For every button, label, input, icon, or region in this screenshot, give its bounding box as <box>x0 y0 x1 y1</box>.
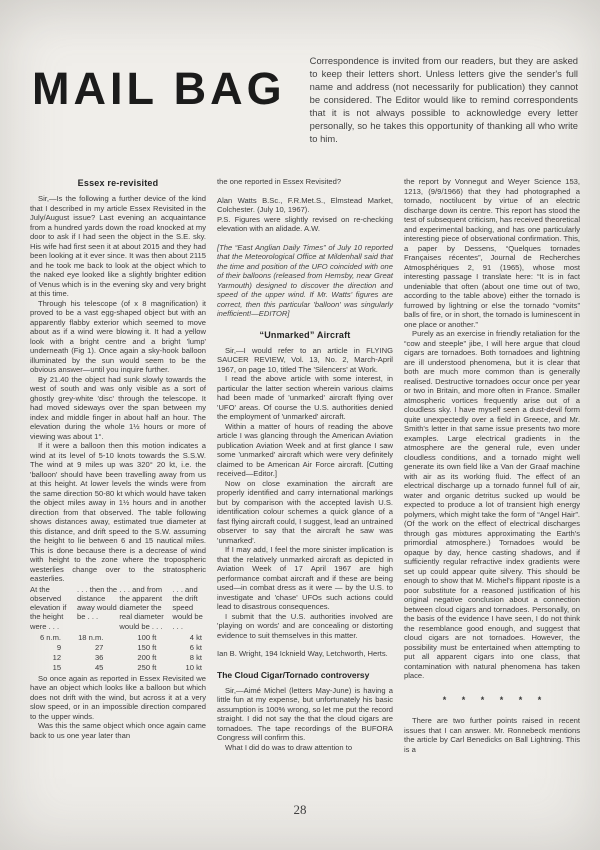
paragraph: By 21.40 the object had sunk slowly towards the west of south and was only visible as a sort of ghostly grey-white 'disc' through the telescope. It had moved sideways over the span between my index and middle finger in about half an hour. The elevation during the whole 1½ hours or more of viewing was about 1°. <box>30 374 206 441</box>
paragraph: I submit that the U.S. authorities involved are 'playing on words' and are concealing or distorting evidence to suit themselves in this matter. <box>217 611 393 640</box>
column-1 <box>30 177 206 754</box>
paragraph: What I did do was to draw attention to <box>225 742 353 752</box>
letter-heading-essex: Essex re-revisited <box>77 178 159 188</box>
observation-table <box>30 585 206 673</box>
paragraph: Sir,—Aimé Michel (letters May-June) is having a little fun at my expense, but unfortunately his basic assumption is 100% wrong, so let me put the record straight. I did not say the that the cloud cigars are tornadoes. The tape recordings of the BUFORA Congress will confirm this. <box>217 685 393 742</box>
table-cell: 6 n.m. <box>39 632 62 642</box>
paragraph: Purely as an exercise in friendly retaliation for the “cow and steeple” jibe, I will here argue that cloud cigars are tornadoes. Both tornadoes and lightning are ill understood phenomena, but it is clear that both are much more common than is generally realised. Destructive tornadoes occur once per year or two in Britain, and more often in France. Smaller atmospheric vortices frequently arise out of a cloudless sky. I have myself seen a dust-devil form quite unexpectedly over a field in Greece, and Mr. Smith's letter in that same issue presents two more examples. Large electrical gradients in the atmosphere are the general rule, even under cloudless conditions, and a tornado might well generate its own field like a Van der Graaf machine with air as its working fluid. The effect of an electrical discharge up a tornado funnel full of air, water and organic detritus sucked up would be expected to produce a lot of transient high energy polymers, which might take the form of “Angel Hair”. (Of the work on the effect of electrical discharges through gas mixtures approximating the Earth's primordial atmosphere.) Tornadoes would be opaque by day, hence casting shadows, and if sufficiently regular refractive index gradients were set up could appear quite silvery. This should be enough to show that M. Michel's flippant riposte is a poor substitute for a reasoned justification of his original negative conclusion about a connection between cloud cigars and tornadoes. Personally, on the basis of the evidence I have seen, I do not think the resemblance good enough, and suggest that cloud cigars are not tornadoes. However, the possibility must be entertained when attempting to put all apparent cigars into one class, that contamination with natural phenomena has taken place. <box>404 329 580 680</box>
table-row <box>30 663 206 673</box>
column-3 <box>404 177 580 754</box>
paragraph: There are two further points raised in recent issues that I can answer. Mr. Ronnebeck mentions the article by Carl Benedicks on Ball Lightning. This is a <box>404 716 580 754</box>
paragraph: If I may add, I feel the more sinister implication is that the relatively unmarked aircraft as depicted in Aviation Week of 17 April 1967 are high performance combat aircraft and if these are being used—in combat dress as it were — by the U.S. to investigate and 'chase' UFOs such actions could lead to disastrous consequences. <box>217 545 393 611</box>
letter-heading-unmarked-aircraft: “Unmarked” Aircraft <box>259 329 351 340</box>
table-header-row <box>30 585 206 633</box>
table-cell: 200 ft <box>137 652 157 662</box>
text-columns <box>30 177 581 754</box>
paragraph: If it were a balloon then this motion indicates a wind at its level of 5-10 knots towards the S.S.W. The wind at 9 miles up was 320° 20 kt, i.e. the 'balloon' should have been travelling away from us at this height. At lower levels the winds were from the same direction 50-80 kt which would have taken the object miles away in 1½ hours and in another direction from that observed. The table following shows distances away, estimated true diameter at this distance, and drift speed to the S.W. assuming the height to lie between 6 and 15 nautical miles. This is done because there is a decrease of wind with height to the zone where the tropospheric westerlies change over to the stratospheric easterlies. <box>30 441 206 583</box>
paragraph: So once again as reported in Essex Revisited we have an object which looks like a balloon but which does not drift with the wind, but across it at a very slow speed, or in an impossible direction compared to the upper winds. <box>30 673 206 721</box>
paragraph: Through his telescope (of x 8 magnification) it proved to be a vast egg-shaped object but with an apparently flabby exterior which seemed to move about as if a wind were blowing it. It had a yellow look with a bright centre and a bright 'lump' underneath (Fig 1). Once again a sky-hook balloon illuminated by the sun would seem to be the obvious answer—until you inquire further. <box>30 298 206 374</box>
letter-signature: Alan Watts B.Sc., F.R.Met.S., Elmstead Market, Colchester. (July 10, 1967). <box>217 195 393 214</box>
table-header-cell: At the observed elevation if the height were . . . <box>30 584 67 631</box>
asterisk-separator: * * * * * * <box>442 694 542 705</box>
masthead <box>30 52 578 145</box>
column-2 <box>217 177 393 754</box>
paragraph-continuation: the one reported in Essex Revisited? <box>217 177 342 186</box>
table-row <box>30 643 206 653</box>
postscript: P.S. Figures were slightly revised on re-checking elevation with an alidade. A.W. <box>217 214 393 233</box>
table-header-cell: . . . and the drift speed would be . . . <box>172 584 203 631</box>
table-row <box>30 653 206 663</box>
table-cell: 15 <box>52 662 62 672</box>
table-cell: 10 kt <box>185 662 202 672</box>
letter-heading-cloud-cigar: The Cloud Cigar/Tornado controversy <box>217 669 370 680</box>
table-cell: 45 <box>94 662 104 672</box>
table-cell: 36 <box>94 652 104 662</box>
table-cell: 100 ft <box>137 632 157 642</box>
table-cell: 9 <box>56 642 62 652</box>
table-header-cell: . . . then the distance away would be . . . <box>77 584 118 622</box>
table-cell: 27 <box>94 642 104 652</box>
table-cell: 4 kt <box>189 632 202 642</box>
paragraph: Sir,—I would refer to an article in FLYING SAUCER REVIEW, Vol. 13, No. 2, March-April 1967, on page 10, titled The 'Silencers' at Work. <box>217 345 393 374</box>
table-cell: 150 ft <box>137 642 157 652</box>
paragraph: Was this the same object which once again came back to us one year later than <box>30 721 206 740</box>
paragraph-continuation: the report by Vonnegut and Weyer Science 153, 1213, (9/9/1966) that they had photographed a tornado, noctilucent by virtue of an electric discharge down its centre. This report has stood the test of subsequent criticism, has received theoretical and experimental backing, and has one particularly interesting piece of observational confirmation. This, a paper by Dessens, “Quelques tornades Françaises récentes”, Journal de Recherches Atmosphériques 2, 91 (1965), whose most interesting passage I translate here: “It is in fact undeniable that often (about one time out of two, according to the table above) either the tornado is furrowed by lightning or else the tornado “vomits” balls of fire, or in short, the tornado is luminescent in one place or another.” <box>404 177 581 329</box>
paragraph: Now on close examination the aircraft are properly identified and carry international markings but by comparison with the accepted lavish U.S. identification colour schemes a quick glance of a fast flying aircraft could, I suggest, lead an untrained observer to say that the aircraft he saw was 'unmarked'. <box>217 478 393 545</box>
paragraph: I read the above article with some interest, in particular the latter section wherein various claims had been made of 'unmarked' aircraft flying over 'UFO' areas. Of course the U.S. authorities denied the employment of 'unmarked' aircraft. <box>217 374 393 421</box>
editor-intro-text: Correspondence is invited from our readers, but they are asked to keep their letters short. Unless letters give the sender's full name and address (not necessarily for publication) they cannot be considered. The Editor would like to remind correspondents that it is not always possible to acknowledge every letter personally, so he takes this opportunity of thanking all who write to him. <box>309 55 578 144</box>
table-row <box>30 633 206 643</box>
editor-note: [The “East Anglian Daily Times” of July 10 reported that the Meteorological Office at Mildenhall said that the time and position of the UFO coincided with one of their balloons (released from Hemsby, near Great Yarmouth) designed to discover the direction and speed of the upper wind. If Mr. Watts' figures are correct, then this particular 'balloon' was singularly inefficient!—EDITOR] <box>217 242 393 318</box>
table-cell: 18 n.m. <box>78 632 104 642</box>
table-cell: 6 kt <box>189 642 202 652</box>
letter-signature: Ian B. Wright, 194 Icknield Way, Letchworth, Herts. <box>217 649 388 658</box>
page-number: 28 <box>293 802 307 817</box>
paragraph: Sir,—Is the following a further device of the kind that I described in my article Essex Revisited in the July/August issue? Last evening an acquaintance from a hundred yards down the road knocked at my door to ask if I had seen the object in the S.E. sky. His wife had first seen it at about 2015 and they had been looking at it ever since. It was then about 2115 and he took me back to look at the object which to the naked eye looked like a slightly brighter edition of Venus which is in the evening sky and very bright at this time. <box>30 194 206 298</box>
table-header-cell: . . . and from the apparent diameter the real diameter would be . . . <box>119 584 164 631</box>
table-cell: 8 kt <box>189 652 202 662</box>
page-title: MAIL BAG <box>32 63 286 114</box>
table-cell: 12 <box>52 652 62 662</box>
paragraph: Within a matter of hours of reading the above article I was glancing through the American Aviation publication Aviation Week and at first glance I saw some 'unmarked' aircraft which were very definitely claimed to be American Air Force aircraft. [Cutting received—Editor.] <box>217 421 393 478</box>
table-cell: 250 ft <box>137 662 157 672</box>
